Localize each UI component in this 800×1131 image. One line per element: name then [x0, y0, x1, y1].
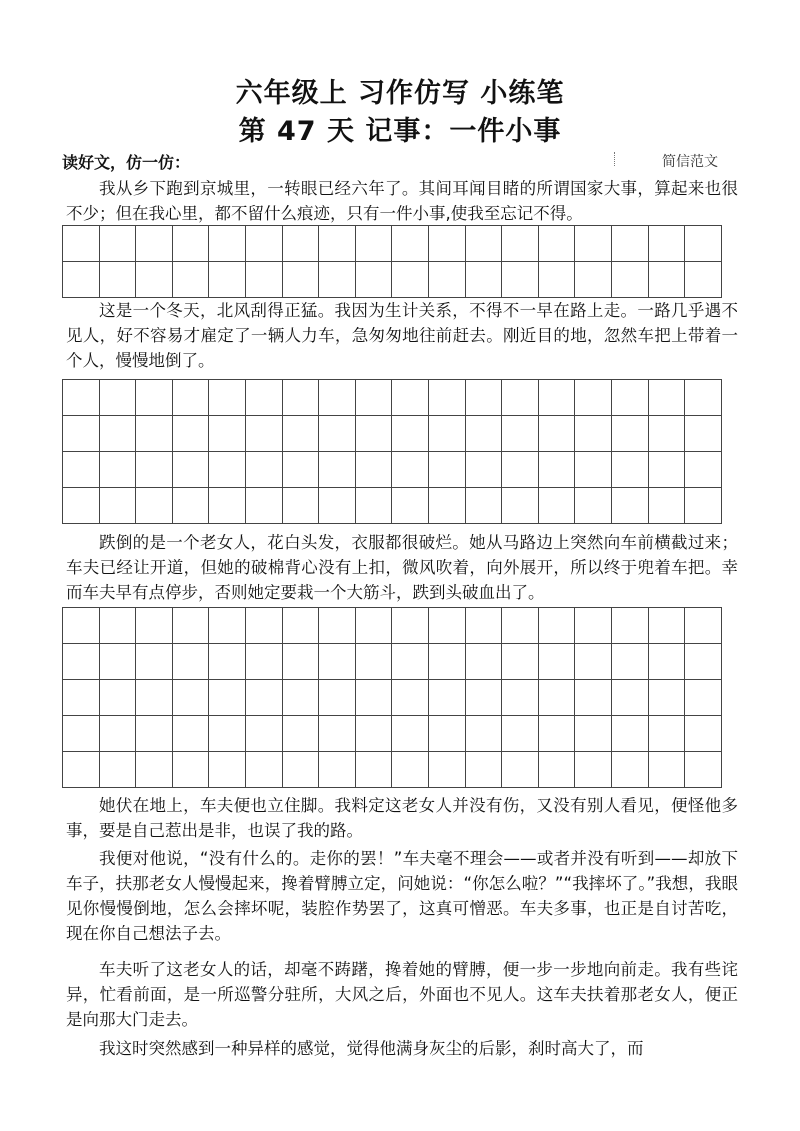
grid-cell[interactable]: [466, 488, 503, 524]
grid-cell[interactable]: [575, 488, 612, 524]
grid-cell[interactable]: [100, 644, 137, 680]
grid-cell[interactable]: [319, 488, 356, 524]
writing-grid[interactable]: [62, 607, 722, 788]
writing-grid[interactable]: [62, 379, 722, 524]
grid-cell[interactable]: [173, 262, 210, 298]
grid-cell[interactable]: [612, 262, 649, 298]
grid-cell[interactable]: [100, 452, 137, 488]
grid-cell[interactable]: [649, 226, 686, 262]
grid-cell[interactable]: [392, 752, 429, 788]
paragraph: 这是一个冬天，北风刮得正猛。我因为生计关系，不得不一早在路上走。一路几乎遇不见人，好不容易才雇定了一辆人力车，急匆匆地往前赶去。刚近目的地，忽然车把上带着一个人，慢慢地倒了。: [66, 301, 738, 370]
grid-cell[interactable]: [392, 488, 429, 524]
grid-cell[interactable]: [685, 452, 722, 488]
grid-cell[interactable]: [246, 262, 283, 298]
grid-cell[interactable]: [173, 752, 210, 788]
grid-cell[interactable]: [173, 380, 210, 416]
grid-cell[interactable]: [575, 380, 612, 416]
grid-cell[interactable]: [612, 380, 649, 416]
grid-cell[interactable]: [612, 608, 649, 644]
grid-cell[interactable]: [246, 416, 283, 452]
grid-cell[interactable]: [466, 226, 503, 262]
grid-cell[interactable]: [612, 680, 649, 716]
grid-cell[interactable]: [502, 452, 539, 488]
grid-cell[interactable]: [612, 716, 649, 752]
grid-cell[interactable]: [283, 488, 320, 524]
grid-cell[interactable]: [612, 226, 649, 262]
grid-cell[interactable]: [209, 416, 246, 452]
grid-cell[interactable]: [173, 716, 210, 752]
grid-cell[interactable]: [575, 644, 612, 680]
grid-cell[interactable]: [209, 716, 246, 752]
page-title: 六年级上 习作仿写 小练笔: [235, 78, 565, 109]
grid-cell[interactable]: [649, 416, 686, 452]
grid-cell[interactable]: [63, 452, 100, 488]
grid-cell[interactable]: [429, 680, 466, 716]
grid-cell[interactable]: [575, 680, 612, 716]
grid-cell[interactable]: [466, 452, 503, 488]
grid-cell[interactable]: [173, 680, 210, 716]
grid-cell[interactable]: [649, 752, 686, 788]
grid-cell[interactable]: [283, 416, 320, 452]
grid-cell[interactable]: [63, 262, 100, 298]
grid-cell[interactable]: [502, 608, 539, 644]
grid-cell[interactable]: [246, 680, 283, 716]
grid-cell[interactable]: [100, 416, 137, 452]
grid-cell[interactable]: [319, 452, 356, 488]
grid-cell[interactable]: [283, 716, 320, 752]
grid-cell[interactable]: [539, 680, 576, 716]
grid-cell[interactable]: [392, 226, 429, 262]
grid-cell[interactable]: [209, 226, 246, 262]
grid-cell[interactable]: [136, 716, 173, 752]
grid-cell[interactable]: [539, 752, 576, 788]
grid-cell[interactable]: [63, 752, 100, 788]
grid-cell[interactable]: [356, 716, 393, 752]
grid-cell[interactable]: [356, 380, 393, 416]
grid-cell[interactable]: [575, 608, 612, 644]
grid-cell[interactable]: [136, 752, 173, 788]
grid-cell[interactable]: [100, 380, 137, 416]
grid-cell[interactable]: [612, 752, 649, 788]
grid-cell[interactable]: [466, 416, 503, 452]
grid-cell[interactable]: [502, 488, 539, 524]
grid-cell[interactable]: [209, 608, 246, 644]
grid-cell[interactable]: [246, 608, 283, 644]
grid-cell[interactable]: [429, 380, 466, 416]
grid-cell[interactable]: [100, 262, 137, 298]
grid-cell[interactable]: [319, 608, 356, 644]
grid-cell[interactable]: [392, 416, 429, 452]
grid-cell[interactable]: [209, 752, 246, 788]
grid-cell[interactable]: [209, 644, 246, 680]
grid-cell[interactable]: [612, 416, 649, 452]
grid-cell[interactable]: [612, 488, 649, 524]
grid-cell[interactable]: [173, 452, 210, 488]
grid-cell[interactable]: [246, 752, 283, 788]
grid-cell[interactable]: [392, 680, 429, 716]
grid-cell[interactable]: [649, 680, 686, 716]
grid-cell[interactable]: [319, 680, 356, 716]
grid-cell[interactable]: [173, 488, 210, 524]
grid-cell[interactable]: [429, 608, 466, 644]
grid-cell[interactable]: [100, 716, 137, 752]
grid-cell[interactable]: [649, 380, 686, 416]
paragraph: 她伏在地上，车夫便也立住脚。我料定这老女人并没有伤，又没有别人看见，便怪他多事，要是自己惹出是非，也误了我的路。: [66, 796, 738, 840]
grid-cell[interactable]: [685, 680, 722, 716]
grid-cell[interactable]: [283, 608, 320, 644]
grid-cell[interactable]: [539, 380, 576, 416]
grid-cell[interactable]: [502, 262, 539, 298]
grid-cell[interactable]: [685, 644, 722, 680]
grid-cell[interactable]: [100, 608, 137, 644]
grid-cell[interactable]: [319, 752, 356, 788]
grid-cell[interactable]: [209, 452, 246, 488]
grid-cell[interactable]: [502, 380, 539, 416]
grid-cell[interactable]: [429, 752, 466, 788]
grid-cell[interactable]: [136, 644, 173, 680]
grid-cell[interactable]: [356, 226, 393, 262]
grid-cell[interactable]: [649, 452, 686, 488]
grid-cell[interactable]: [173, 608, 210, 644]
grid-cell[interactable]: [649, 608, 686, 644]
grid-cell[interactable]: [685, 752, 722, 788]
grid-cell[interactable]: [502, 226, 539, 262]
grid-cell[interactable]: [502, 416, 539, 452]
grid-cell[interactable]: [429, 226, 466, 262]
grid-cell[interactable]: [173, 416, 210, 452]
grid-cell[interactable]: [209, 262, 246, 298]
grid-cell[interactable]: [685, 716, 722, 752]
paragraph: 我从乡下跑到京城里，一转眼已经六年了。其间耳闻目睹的所谓国家大事，算起来也很不少；但在我心里，都不留什么痕迹，只有一件小事,使我至忘记不得。: [66, 179, 738, 223]
grid-cell[interactable]: [319, 380, 356, 416]
grid-cell[interactable]: [246, 380, 283, 416]
grid-cell[interactable]: [539, 488, 576, 524]
grid-cell[interactable]: [685, 380, 722, 416]
grid-cell[interactable]: [392, 452, 429, 488]
grid-cell[interactable]: [283, 752, 320, 788]
grid-cell[interactable]: [612, 644, 649, 680]
grid-cell[interactable]: [63, 644, 100, 680]
grid-cell[interactable]: [612, 452, 649, 488]
grid-cell[interactable]: [356, 680, 393, 716]
grid-cell[interactable]: [539, 644, 576, 680]
grid-cell[interactable]: [685, 416, 722, 452]
grid-cell[interactable]: [356, 488, 393, 524]
grid-cell[interactable]: [466, 680, 503, 716]
grid-cell[interactable]: [539, 452, 576, 488]
grid-cell[interactable]: [136, 262, 173, 298]
grid-cell[interactable]: [246, 452, 283, 488]
grid-cell[interactable]: [649, 488, 686, 524]
grid-cell[interactable]: [466, 752, 503, 788]
grid-cell[interactable]: [356, 262, 393, 298]
grid-cell[interactable]: [502, 716, 539, 752]
grid-cell[interactable]: [319, 716, 356, 752]
grid-cell[interactable]: [575, 262, 612, 298]
grid-cell[interactable]: [502, 752, 539, 788]
watermark-stamp: 简信范文: [662, 154, 718, 170]
grid-cell[interactable]: [100, 752, 137, 788]
grid-cell[interactable]: [319, 416, 356, 452]
grid-cell[interactable]: [429, 416, 466, 452]
page-subtitle: 第 47 天 记事：一件小事: [238, 116, 562, 147]
grid-cell[interactable]: [209, 488, 246, 524]
grid-cell[interactable]: [136, 452, 173, 488]
paragraph: 我便对他说，“没有什么的。走你的罢！”车夫毫不理会——或者并没有听到——却放下车子，扶那老女人慢慢起来，搀着臂膊立定，问她说：“你怎么啦？”“我摔坏了。”我想，我眼见你慢慢倒地，怎么会摔坏呢，装腔作势罢了，这真可憎恶。车夫多事，也正是自讨苦吃，现在你自己想法子去。: [66, 849, 738, 943]
grid-cell[interactable]: [392, 262, 429, 298]
grid-cell[interactable]: [429, 644, 466, 680]
section-label: 读好文，仿一仿：: [62, 153, 191, 172]
grid-cell[interactable]: [283, 226, 320, 262]
grid-cell[interactable]: [136, 488, 173, 524]
grid-cell[interactable]: [246, 644, 283, 680]
grid-cell[interactable]: [173, 226, 210, 262]
grid-cell[interactable]: [173, 644, 210, 680]
grid-cell[interactable]: [429, 488, 466, 524]
grid-cell[interactable]: [502, 644, 539, 680]
grid-cell[interactable]: [100, 226, 137, 262]
grid-cell[interactable]: [63, 380, 100, 416]
grid-cell[interactable]: [429, 716, 466, 752]
writing-grid[interactable]: [62, 225, 722, 298]
grid-cell[interactable]: [466, 380, 503, 416]
grid-cell[interactable]: [466, 644, 503, 680]
grid-cell[interactable]: [539, 262, 576, 298]
paragraph: 我这时突然感到一种异样的感觉，觉得他满身灰尘的后影，刹时高大了，而: [99, 1039, 644, 1058]
grid-cell[interactable]: [246, 226, 283, 262]
grid-cell[interactable]: [539, 226, 576, 262]
grid-cell[interactable]: [63, 416, 100, 452]
grid-cell[interactable]: [319, 226, 356, 262]
grid-cell[interactable]: [246, 488, 283, 524]
grid-cell[interactable]: [575, 716, 612, 752]
grid-cell[interactable]: [319, 644, 356, 680]
grid-cell[interactable]: [429, 452, 466, 488]
grid-cell[interactable]: [539, 416, 576, 452]
paragraph: 跌倒的是一个老女人，花白头发，衣服都很破烂。她从马路边上突然向车前横截过来；车夫已经让开道，但她的破棉背心没有上扣，微风吹着，向外展开，所以终于兜着车把。幸而车夫早有点停步，否则她定要栽一个大筋斗，跌到头破血出了。: [66, 533, 738, 602]
grid-cell[interactable]: [649, 716, 686, 752]
grid-cell[interactable]: [649, 644, 686, 680]
grid-cell[interactable]: [356, 752, 393, 788]
grid-cell[interactable]: [283, 644, 320, 680]
grid-cell[interactable]: [283, 680, 320, 716]
grid-cell[interactable]: [283, 452, 320, 488]
grid-cell[interactable]: [575, 416, 612, 452]
grid-cell[interactable]: [392, 380, 429, 416]
grid-cell[interactable]: [649, 262, 686, 298]
grid-cell[interactable]: [63, 716, 100, 752]
grid-cell[interactable]: [136, 226, 173, 262]
paragraph: 车夫听了这老女人的话，却毫不踌躇，搀着她的臂膊，便一步一步地向前走。我有些诧异，忙看前面，是一所巡警分驻所，大风之后，外面也不见人。这车夫扶着那老女人，便正是向那大门走去。: [66, 960, 738, 1029]
grid-cell[interactable]: [392, 644, 429, 680]
grid-cell[interactable]: [575, 752, 612, 788]
grid-cell[interactable]: [136, 416, 173, 452]
grid-cell[interactable]: [356, 608, 393, 644]
grid-cell[interactable]: [63, 608, 100, 644]
grid-cell[interactable]: [392, 716, 429, 752]
grid-cell[interactable]: [100, 488, 137, 524]
grid-cell[interactable]: [356, 416, 393, 452]
grid-cell[interactable]: [685, 488, 722, 524]
grid-cell[interactable]: [685, 226, 722, 262]
grid-cell[interactable]: [466, 716, 503, 752]
grid-cell[interactable]: [502, 680, 539, 716]
grid-cell[interactable]: [575, 226, 612, 262]
grid-cell[interactable]: [319, 262, 356, 298]
grid-cell[interactable]: [283, 262, 320, 298]
grid-cell[interactable]: [356, 452, 393, 488]
grid-cell[interactable]: [466, 262, 503, 298]
grid-cell[interactable]: [209, 680, 246, 716]
grid-cell[interactable]: [356, 644, 393, 680]
grid-cell[interactable]: [136, 680, 173, 716]
grid-cell[interactable]: [575, 452, 612, 488]
grid-cell[interactable]: [63, 226, 100, 262]
grid-cell[interactable]: [283, 380, 320, 416]
grid-cell[interactable]: [136, 608, 173, 644]
grid-cell[interactable]: [63, 488, 100, 524]
grid-cell[interactable]: [209, 380, 246, 416]
grid-cell[interactable]: [685, 608, 722, 644]
grid-cell[interactable]: [246, 716, 283, 752]
grid-cell[interactable]: [429, 262, 466, 298]
grid-cell[interactable]: [392, 608, 429, 644]
grid-cell[interactable]: [539, 608, 576, 644]
grid-cell[interactable]: [539, 716, 576, 752]
grid-cell[interactable]: [100, 680, 137, 716]
grid-cell[interactable]: [136, 380, 173, 416]
grid-cell[interactable]: [466, 608, 503, 644]
grid-cell[interactable]: [63, 680, 100, 716]
grid-cell[interactable]: [685, 262, 722, 298]
stamp-mark: [614, 152, 617, 166]
